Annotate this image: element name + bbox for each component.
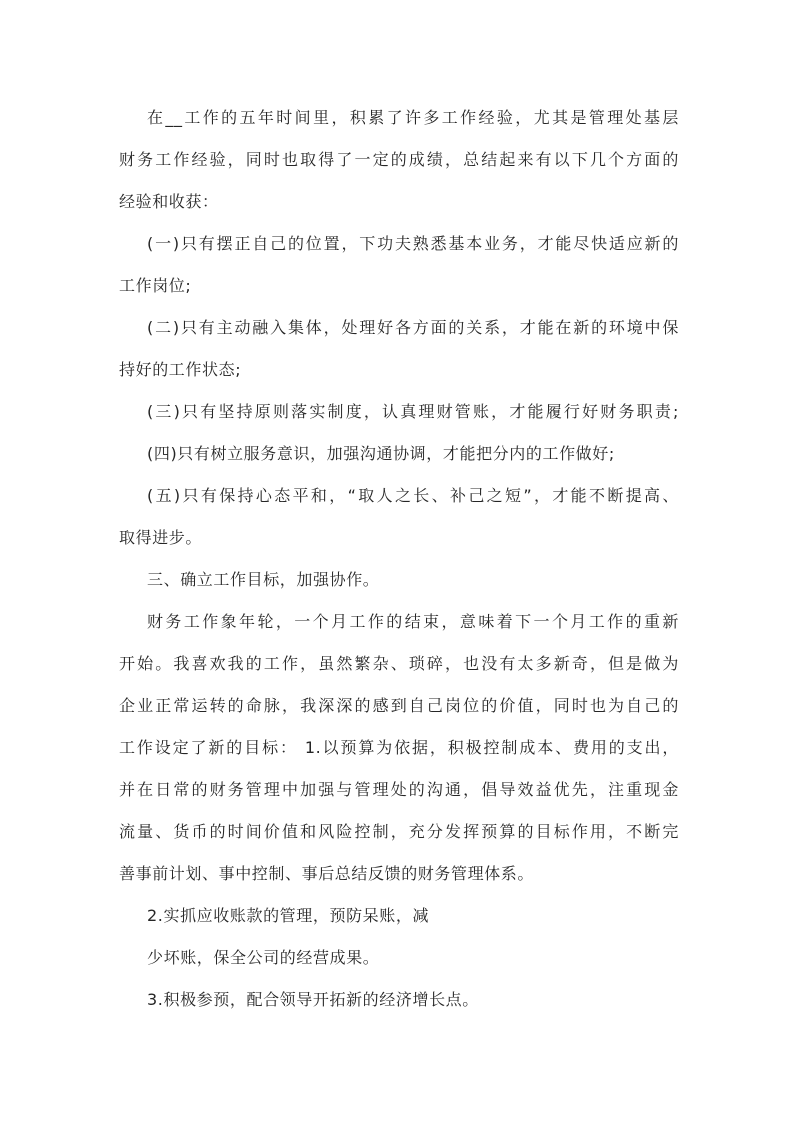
paragraph-line: (三)只有坚持原则落实制度，认真理财管账，才能履行好财务职责; <box>147 402 679 421</box>
paragraph-line: 少坏账，保全公司的经营成果。 <box>147 948 380 967</box>
paragraph-line: 取得进步。 <box>119 528 203 547</box>
paragraph-line: 善事前计划、事中控制、事后总结反馈的财务管理体系。 <box>119 864 535 883</box>
paragraph-line: (五)只有保持心态平和，“取人之长、补己之短”，才能不断提高、 <box>147 486 679 505</box>
paragraph-line: (二)只有主动融入集体，处理好各方面的关系，才能在新的环境中保 <box>147 318 679 337</box>
paragraph-line: 工作设定了新的目标： 1.以预算为依据，积极控制成本、费用的支出， <box>119 738 679 757</box>
paragraph-line: (一)只有摆正自己的位置，下功夫熟悉基本业务，才能尽快适应新的 <box>147 234 679 253</box>
paragraph-line: 持好的工作状态; <box>119 360 242 379</box>
paragraph-line: 财务工作象年轮，一个月工作的结束，意味着下一个月工作的重新 <box>147 612 679 631</box>
paragraph-line: 2.实抓应收账款的管理，预防呆账，减 <box>147 906 430 925</box>
paragraph-line: 3.积极参预，配合领导开拓新的经济增长点。 <box>147 990 479 1009</box>
paragraph-line: 经验和收获： <box>119 192 219 211</box>
paragraph-line: 流量、货币的时间价值和风险控制，充分发挥预算的目标作用，不断完 <box>119 822 679 841</box>
paragraph-line: 开始。我喜欢我的工作，虽然繁杂、琐碎，也没有太多新奇，但是做为 <box>119 654 679 673</box>
paragraph-line: (四)只有树立服务意识，加强沟通协调，才能把分内的工作做好; <box>147 444 615 463</box>
paragraph-line: 财务工作经验，同时也取得了一定的成绩，总结起来有以下几个方面的 <box>119 150 679 169</box>
paragraph-line: 并在日常的财务管理中加强与管理处的沟通，倡导效益优先，注重现金 <box>119 780 679 799</box>
section-heading: 三、确立工作目标，加强协作。 <box>147 570 380 589</box>
paragraph-line: 企业正常运转的命脉，我深深的感到自己岗位的价值，同时也为自己的 <box>119 696 679 715</box>
paragraph-line: 在__工作的五年时间里，积累了许多工作经验，尤其是管理处基层 <box>147 108 679 127</box>
paragraph-line: 工作岗位; <box>119 276 192 295</box>
